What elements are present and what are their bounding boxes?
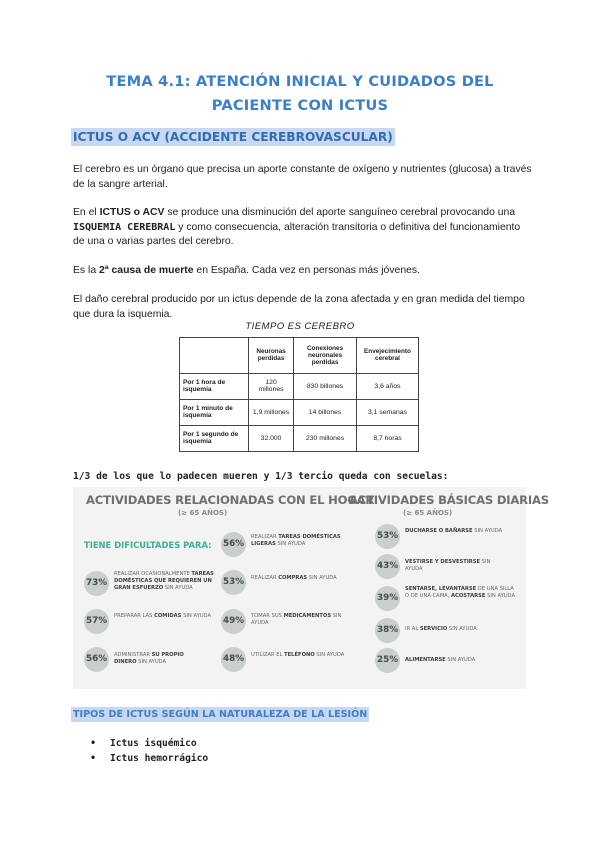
percent-badge: 38%: [375, 618, 400, 643]
percent-badge: 39%: [375, 586, 400, 611]
p2-text-a: En el: [73, 207, 100, 218]
percent-badge: 48%: [221, 647, 246, 672]
activity-text: REALIZAR TAREAS DOMÉSTICAS LIGERAS SIN AYUDA: [251, 534, 341, 547]
ictus-types-list: [90, 736, 208, 766]
activity-text: IR AL SERVICIO SIN AYUDA: [405, 626, 477, 632]
title-line-2: PACIENTE CON ICTUS: [211, 97, 389, 114]
percent-badge: 56%: [221, 532, 246, 557]
percent-badge: 53%: [221, 570, 246, 595]
section-heading-ictus: ICTUS O ACV (ACCIDENTE CEREBROVASCULAR): [73, 130, 393, 144]
percent-badge: 25%: [375, 648, 400, 673]
percent-badge: 56%: [84, 647, 109, 672]
table-cell: 3,1 semanas: [356, 399, 418, 425]
list-item: • Ictus hemorrágico: [90, 751, 208, 766]
page-title: [80, 70, 520, 118]
table-header-cell: [180, 338, 249, 374]
table-cell: 14 billones: [294, 399, 357, 425]
table-row: [180, 425, 419, 451]
percent-badge: 53%: [375, 524, 400, 549]
table-cell: 830 billones: [294, 373, 357, 399]
table-caption: TIEMPO ES CEREBRO: [245, 321, 355, 332]
paragraph-1: El cerebro es un órgano que precisa un aporte constante de oxígeno y nutrientes (glucosa) a través de la sangre arterial.: [73, 164, 532, 190]
activity-text: ALIMENTARSE SIN AYUDA: [405, 657, 476, 663]
p2-text-c: se produce una disminución del aporte sanguíneo cerebral provocando una: [164, 207, 516, 218]
list-item: • Ictus isquémico: [90, 736, 208, 751]
activity-text: SENTARSE, LEVANTARSE DE UNA SILLA O DE UNA CAMA, ACOSTARSE SIN AYUDA: [405, 586, 516, 599]
infographic-left-title: ACTIVIDADES RELACIONADAS CON EL HOGAR: [86, 493, 375, 507]
stat-line: 1/3 de los que lo padecen mueren y 1/3 tercio queda con secuelas:: [73, 471, 449, 482]
paragraph-4: El daño cerebral producido por un ictus depende de la zona afectada y en gran medida del tiempo que dura la isquemia.: [73, 294, 525, 320]
activity-text: VESTIRSE Y DESVESTIRSE SIN AYUDA: [405, 559, 491, 572]
table-header-row: [180, 338, 419, 374]
activity-text: PREPARAR LAS COMIDAS SIN AYUDA: [114, 613, 212, 619]
paragraph-3: [73, 264, 533, 279]
tiempo-cerebro-table: [179, 337, 419, 452]
p2-text-e: y como consecuencia, alteración transitoria o definitiva del funcionamiento de una o varias partes del cerebro.: [73, 221, 521, 247]
activity-text: DUCHARSE O BAÑARSE SIN AYUDA: [405, 528, 503, 534]
table-cell: 120 millones: [249, 373, 294, 399]
table-cell: 3,6 años: [356, 373, 418, 399]
p2-bold-ictus: ICTUS o ACV: [99, 207, 165, 218]
table-row-header: Por 1 hora de isquemia: [180, 373, 249, 399]
percent-badge: 57%: [84, 609, 109, 634]
percent-badge: 49%: [221, 609, 246, 634]
difficulty-label: TIENE DIFICULTADES PARA:: [84, 540, 212, 550]
infographic-right-title: ACTIVIDADES BÁSICAS DIARIAS: [349, 493, 549, 507]
infographic-left-subtitle: (≥ 65 AÑOS): [178, 509, 228, 517]
table-row-header: Por 1 segundo de isquemia: [180, 425, 249, 451]
infographic: [73, 487, 549, 689]
table-cell: 8,7 horas: [356, 425, 418, 451]
infographic-right-subtitle: (≥ 65 AÑOS): [403, 509, 453, 517]
activity-text: REALIZAR COMPRAS SIN AYUDA: [251, 575, 337, 581]
table-header-cell: Conexiones neuronales perdidas: [294, 338, 357, 374]
table-header-cell: Neuronas perdidas: [249, 338, 294, 374]
table-header-cell: Envejecimiento cerebral: [356, 338, 418, 374]
p3-bold-causa: 2ª causa de muerte: [99, 265, 194, 276]
p2-bold-isquemia: ISQUEMIA CEREBRAL: [73, 221, 176, 233]
percent-badge: 73%: [84, 571, 109, 596]
activity-text: REALIZAR OCASIONALMENTE TAREAS DOMÉSTICAS QUE REQUIEREN UN GRAN ESFUERZO SIN AYUDA: [114, 571, 214, 591]
table-cell: 32.000: [249, 425, 294, 451]
table-row: [180, 373, 419, 399]
section-heading-tipos: TIPOS DE ICTUS SEGÚN LA NATURALEZA DE LA LESIÓN: [73, 709, 368, 720]
table-cell: 230 millones: [294, 425, 357, 451]
paragraph-2: [73, 206, 533, 250]
p3-text-a: Es la: [73, 265, 99, 276]
table-row-header: Por 1 minuto de isquemia: [180, 399, 249, 425]
p3-text-c: en España. Cada vez en personas más jóvenes.: [193, 265, 420, 276]
activity-text: ADMINISTRAR SU PROPIO DINERO SIN AYUDA: [114, 652, 184, 665]
activity-text: TOMAR SUS MEDICAMENTOS SIN AYUDA: [251, 613, 342, 626]
percent-badge: 43%: [375, 554, 400, 579]
table-row: [180, 399, 419, 425]
activity-text: UTILIZAR EL TELÉFONO SIN AYUDA: [251, 652, 345, 658]
table-cell: 1,9 millones: [249, 399, 294, 425]
title-line-1: TEMA 4.1: ATENCIÓN INICIAL Y CUIDADOS DEL: [106, 73, 494, 90]
